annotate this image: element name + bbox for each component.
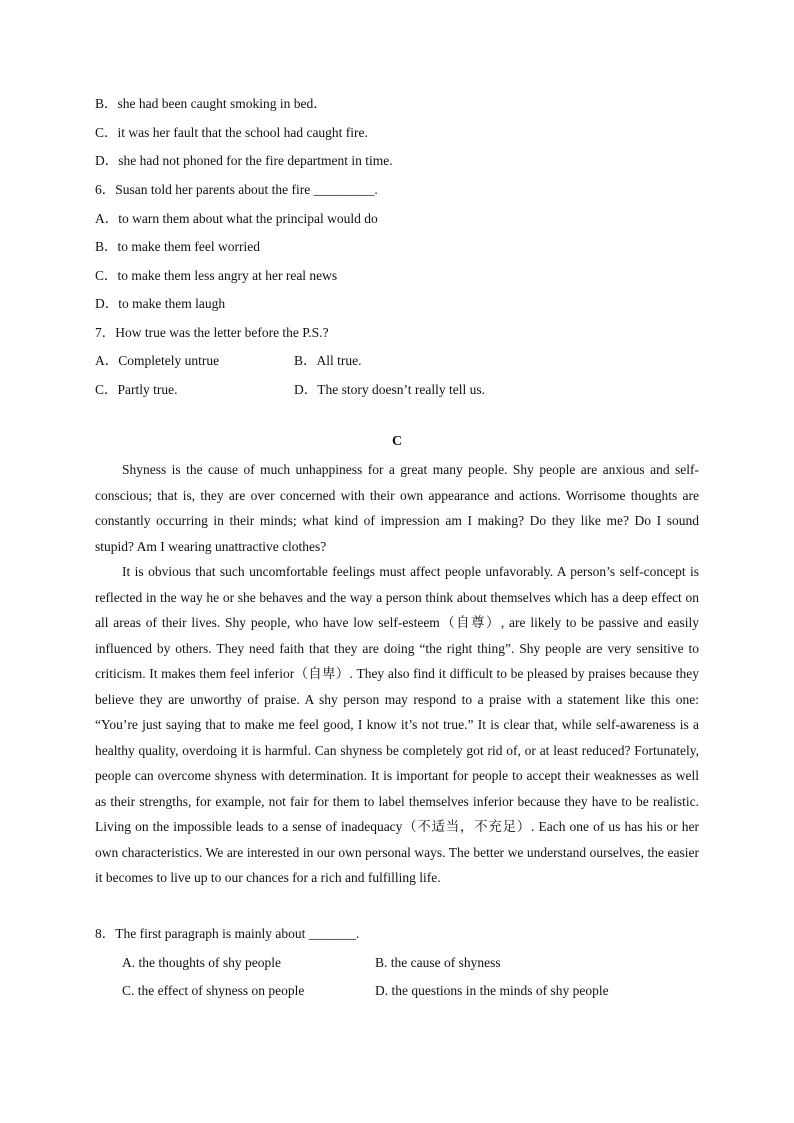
q6-stem: 6．Susan told her parents about the fire _________. [95, 182, 378, 197]
q8-stem: 8．The first paragraph is mainly about _______. [95, 926, 360, 941]
q5-option-b: B．she had been caught smoking in bed． [95, 96, 327, 111]
q7-option-b: B．All true. [294, 353, 362, 368]
q5-option-d: D．she had not phoned for the fire department in time. [95, 153, 393, 168]
q7-stem: 7．How true was the letter before the P.S.? [95, 325, 329, 340]
q8-option-c: C. the effect of shyness on people [122, 983, 305, 998]
passage-paragraph-2: It is obvious that such uncomfortable feelings must affect people unfavorably. A person’s self-concept is reflected in the way he or she behaves and the way a person think about themselves which has a deep effect on all areas of their lives. Shy people, who have low self-esteem（自尊）, are likely to be passive and easily influenced by others. They need faith that they are doing “the right thing”. Shy people are very sensitive to criticism. It makes them feel inferior（自卑）. They also find it difficult to be pleased by praises because they believe they are unworthy of praise. A shy person may respond to a praise with a statement like this one: “You’re just saying that to make me feel good, I know it’s not true.” It is clear that, while self-awareness is a healthy quality, overdoing it is harmful. Can shyness be completely got rid of, or at least reduced? Fortunately, people can overcome shyness with determination. It is important for people to accept their weaknesses as well as their strengths, for example, not fair for them to label themselves inferior because they have to be realistic. Living on the impossible leads to a sense of inadequacy（不适当，不充足）. Each one of us has his or her own characteristics. We are interested in our own personal ways. The better we understand ourselves, the easier it becomes to live up to our chances for a rich and fulfilling life. [95, 564, 699, 885]
passage-paragraph-1: Shyness is the cause of much unhappiness for a great many people. Shy people are anxious and self-conscious; that is, they are over concerned with their own appearance and actions. Worrisome thoughts are constantly occurring in their minds; what kind of impression am I making? Do they like me? Do I sound stupid? Am I wearing unattractive clothes? [95, 462, 699, 554]
q7-option-d: D．The story doesn’t really tell us. [294, 382, 485, 397]
q6-option-d: D．to make them laugh [95, 296, 226, 311]
q6-option-c: C．to make them less angry at her real news [95, 268, 338, 283]
q7-option-c: C．Partly true. [95, 382, 178, 397]
q7-option-a: A．Completely untrue [95, 353, 220, 368]
q8-option-d: D. the questions in the minds of shy people [375, 983, 609, 998]
reading-passage [95, 457, 699, 891]
q6-option-a: A．to warn them about what the principal would do [95, 211, 378, 226]
section-title: C [391, 434, 403, 449]
q6-option-b: B．to make them feel worried [95, 239, 260, 254]
q5-option-c: C．it was her fault that the school had caught fire. [95, 125, 368, 140]
q8-option-a: A. the thoughts of shy people [122, 955, 281, 970]
q8-option-b: B. the cause of shyness [375, 955, 501, 970]
